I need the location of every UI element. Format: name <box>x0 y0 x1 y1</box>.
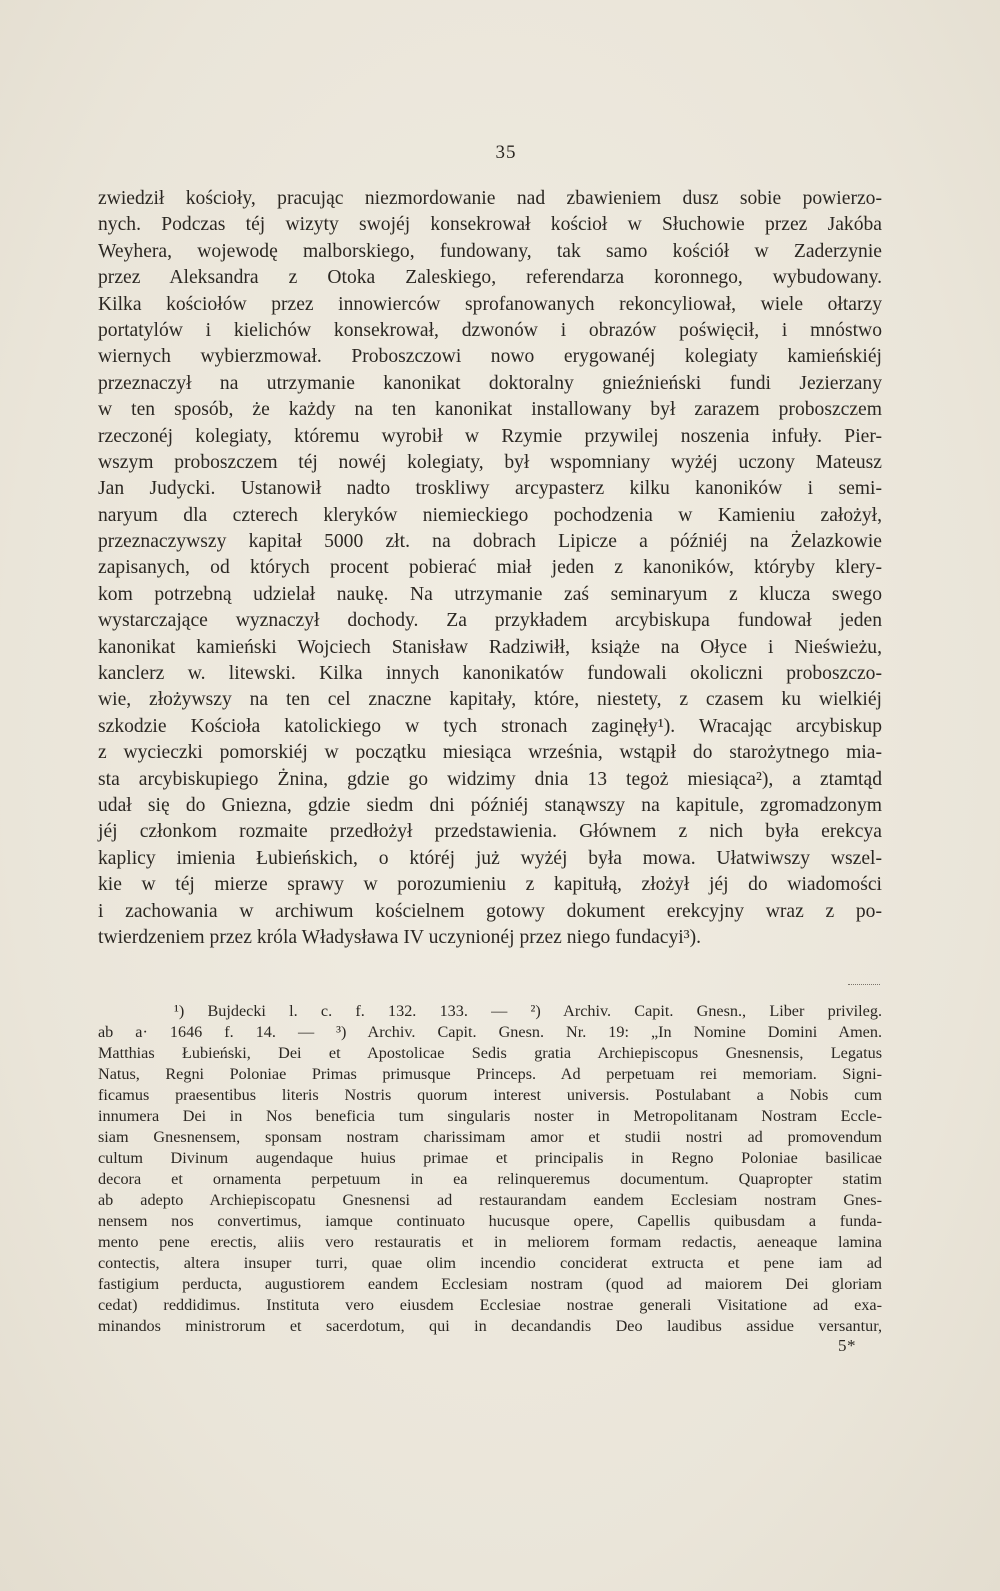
body-line: Weyhera, wojewodę malborskiego, fundowany, tak samo kościół w Zaderzynie <box>98 240 882 262</box>
footnote-line: mento pene erectis, aliis vero restauratis et in meliorem formam redactis, aeneaque lamina <box>98 1233 882 1251</box>
body-line: wie, złożywszy na ten cel znaczne kapitały, które, niestety, z czasem ku wielkiéj <box>98 689 882 711</box>
footnote-line: minandos ministrorum et sacerdotum, qui in decandandis Deo laudibus assidue versantur, <box>98 1317 882 1335</box>
body-line: naryum dla czterech kleryków niemieckiego pochodzenia w Kamieniu założył, <box>98 504 882 526</box>
body-line: zwiedził kościoły, pracując niezmordowanie nad zbawieniem dusz sobie powierzo- <box>98 188 882 209</box>
footnote-line: siam Gnesnensem, sponsam nostram charissimam amor et studii nostri ad promovendum <box>98 1128 882 1146</box>
footnote-line: ¹) Bujdecki l. c. f. 132. 133. — ²) Archiv. Capit. Gnesn., Liber privileg. <box>174 1002 882 1020</box>
body-line: portatylów i kielichów konsekrował, dzwonów i obrazów poświęcił, i mnóstwo <box>98 319 882 341</box>
page-number: 35 <box>495 142 517 163</box>
body-line: kaplicy imienia Łubieńskich, o któréj już wyżéj była mowa. Ułatwiwszy wszel- <box>98 847 882 869</box>
footnote-line: innumera Dei in Nos beneficia tum singularis noster in Metropolitanam Nostram Eccle- <box>98 1107 882 1125</box>
signature-mark: 5* <box>838 1336 856 1355</box>
body-line: przeznaczył na utrzymanie kanonikat doktoralny gnieźnieński fundi Jezierzany <box>98 372 882 394</box>
footnote-line: nensem nos convertimus, iamque continuato hucusque opere, Capellis quibusdam a funda- <box>98 1212 882 1230</box>
footnote-line: ab adepto Archiepiscopatu Gnesnensi ad restaurandam eandem Ecclesiam nostram Gnes- <box>98 1191 882 1209</box>
body-line: kanonikat kamieński Wojciech Stanisław Radziwiłł, książe na Ołyce i Nieświeżu, <box>98 636 882 658</box>
footnote-line: cedat) reddidimus. Instituta vero eiusdem Ecclesiae nostrae generali Visitatione ad exa- <box>98 1296 882 1314</box>
footnote-line: Matthias Łubieński, Dei et Apostolicae Sedis gratia Archiepiscopus Gnesnensis, Legatus <box>98 1044 882 1062</box>
body-line: Jan Judycki. Ustanowił nadto troskliwy arcypasterz kilku kanoników i semi- <box>98 478 882 500</box>
footnote-line: contectis, altera insuper turri, quae olim incendio conciderat extructa et pene iam ad <box>98 1254 882 1272</box>
body-line: kom potrzebną udzielał naukę. Na utrzymanie zaś seminaryum z klucza swego <box>98 583 882 605</box>
body-line: przeznaczywszy kapitał 5000 złt. na dobrach Lipicze a późniéj na Żelazkowie <box>98 531 882 553</box>
body-line: wiernych wybierzmował. Proboszczowi nowo erygowanéj kolegiaty kamieńskiéj <box>98 346 882 368</box>
body-line: kie w téj mierze sprawy w porozumieniu z kapitułą, złożył jéj do wiadomości <box>98 874 882 896</box>
footnote-line: fastigium perducta, augustiorem eandem Ecclesiam nostram (quod ad maiorem Dei gloriam <box>98 1275 882 1293</box>
footnote-line: ficamus praesentibus literis Nostris quorum interest universis. Postulabant a Nobis cum <box>98 1086 882 1104</box>
body-line: i zachowania w archiwum kościelnem gotowy dokument erekcyjny wraz z po- <box>98 900 882 922</box>
body-line: wystarczające wyznaczył dochody. Za przykładem arcybiskupa fundował jeden <box>98 610 882 632</box>
body-line: kanclerz w. litewski. Kilka innych kanonikatów fundowali okoliczni proboszczo- <box>98 663 882 685</box>
body-line: zapisanych, od których procent pobierać miał jeden z kanoników, któryby klery- <box>98 557 882 579</box>
body-line: rzeczonéj kolegiaty, któremu wyrobił w Rzymie przywilej noszenia infuły. Pier- <box>98 425 882 447</box>
body-line: twierdzeniem przez króla Władysława IV uczynionéj przez niego fundacyi³). <box>98 926 702 948</box>
footnote-line: ab a· 1646 f. 14. — ³) Archiv. Capit. Gnesn. Nr. 19: „In Nomine Domini Amen. <box>98 1023 882 1041</box>
body-line: nych. Podczas téj wizyty swojéj konsekrował kościoł w Słuchowie przez Jakóba <box>98 214 882 236</box>
body-line: z wycieczki pomorskiéj w początku miesiąca września, wstąpił do starożytnego mia- <box>98 742 882 764</box>
body-line: wszym proboszczem téj nowéj kolegiaty, był wspomniany wyżéj uczony Mateusz <box>98 451 882 473</box>
footnote-line: decora et ornamenta perpetuum in ea relinqueremus documentum. Quapropter statim <box>98 1170 882 1188</box>
body-text <box>98 186 882 951</box>
body-line: szkodzie Kościoła katolickiego w tych stronach zaginęły¹). Wracając arcybiskup <box>98 715 882 737</box>
body-line: udał się do Gniezna, gdzie siedm dni późniéj stanąwszy na kapitule, zgromadzonym <box>98 794 882 816</box>
body-line: w ten sposób, że każdy na ten kanonikat installowany był zarazem proboszczem <box>98 399 882 421</box>
footnote-line: cultum Divinum augendaque huius primae et principalis in Regno Poloniae basilicae <box>98 1149 882 1167</box>
body-line: sta arcybiskupiego Żnina, gdzie go widzimy dnia 13 tegoż miesiąca²), a ztamtąd <box>98 768 882 790</box>
footnote-separator <box>848 984 880 986</box>
body-line: Kilka kościołów przez innowierców sprofanowanych rekoncyliował, wiele ołtarzy <box>98 293 882 315</box>
footnote-line: Natus, Regni Poloniae Primas primusque Princeps. Ad perpetuam rei memoriam. Signi- <box>98 1065 882 1083</box>
body-line: przez Aleksandra z Otoka Zaleskiego, referendarza koronnego, wybudowany. <box>98 267 882 289</box>
footnotes <box>98 1001 882 1337</box>
body-line: jéj członkom rozmaite przedłożył przedstawienia. Głównem z nich była erekcya <box>98 821 882 843</box>
